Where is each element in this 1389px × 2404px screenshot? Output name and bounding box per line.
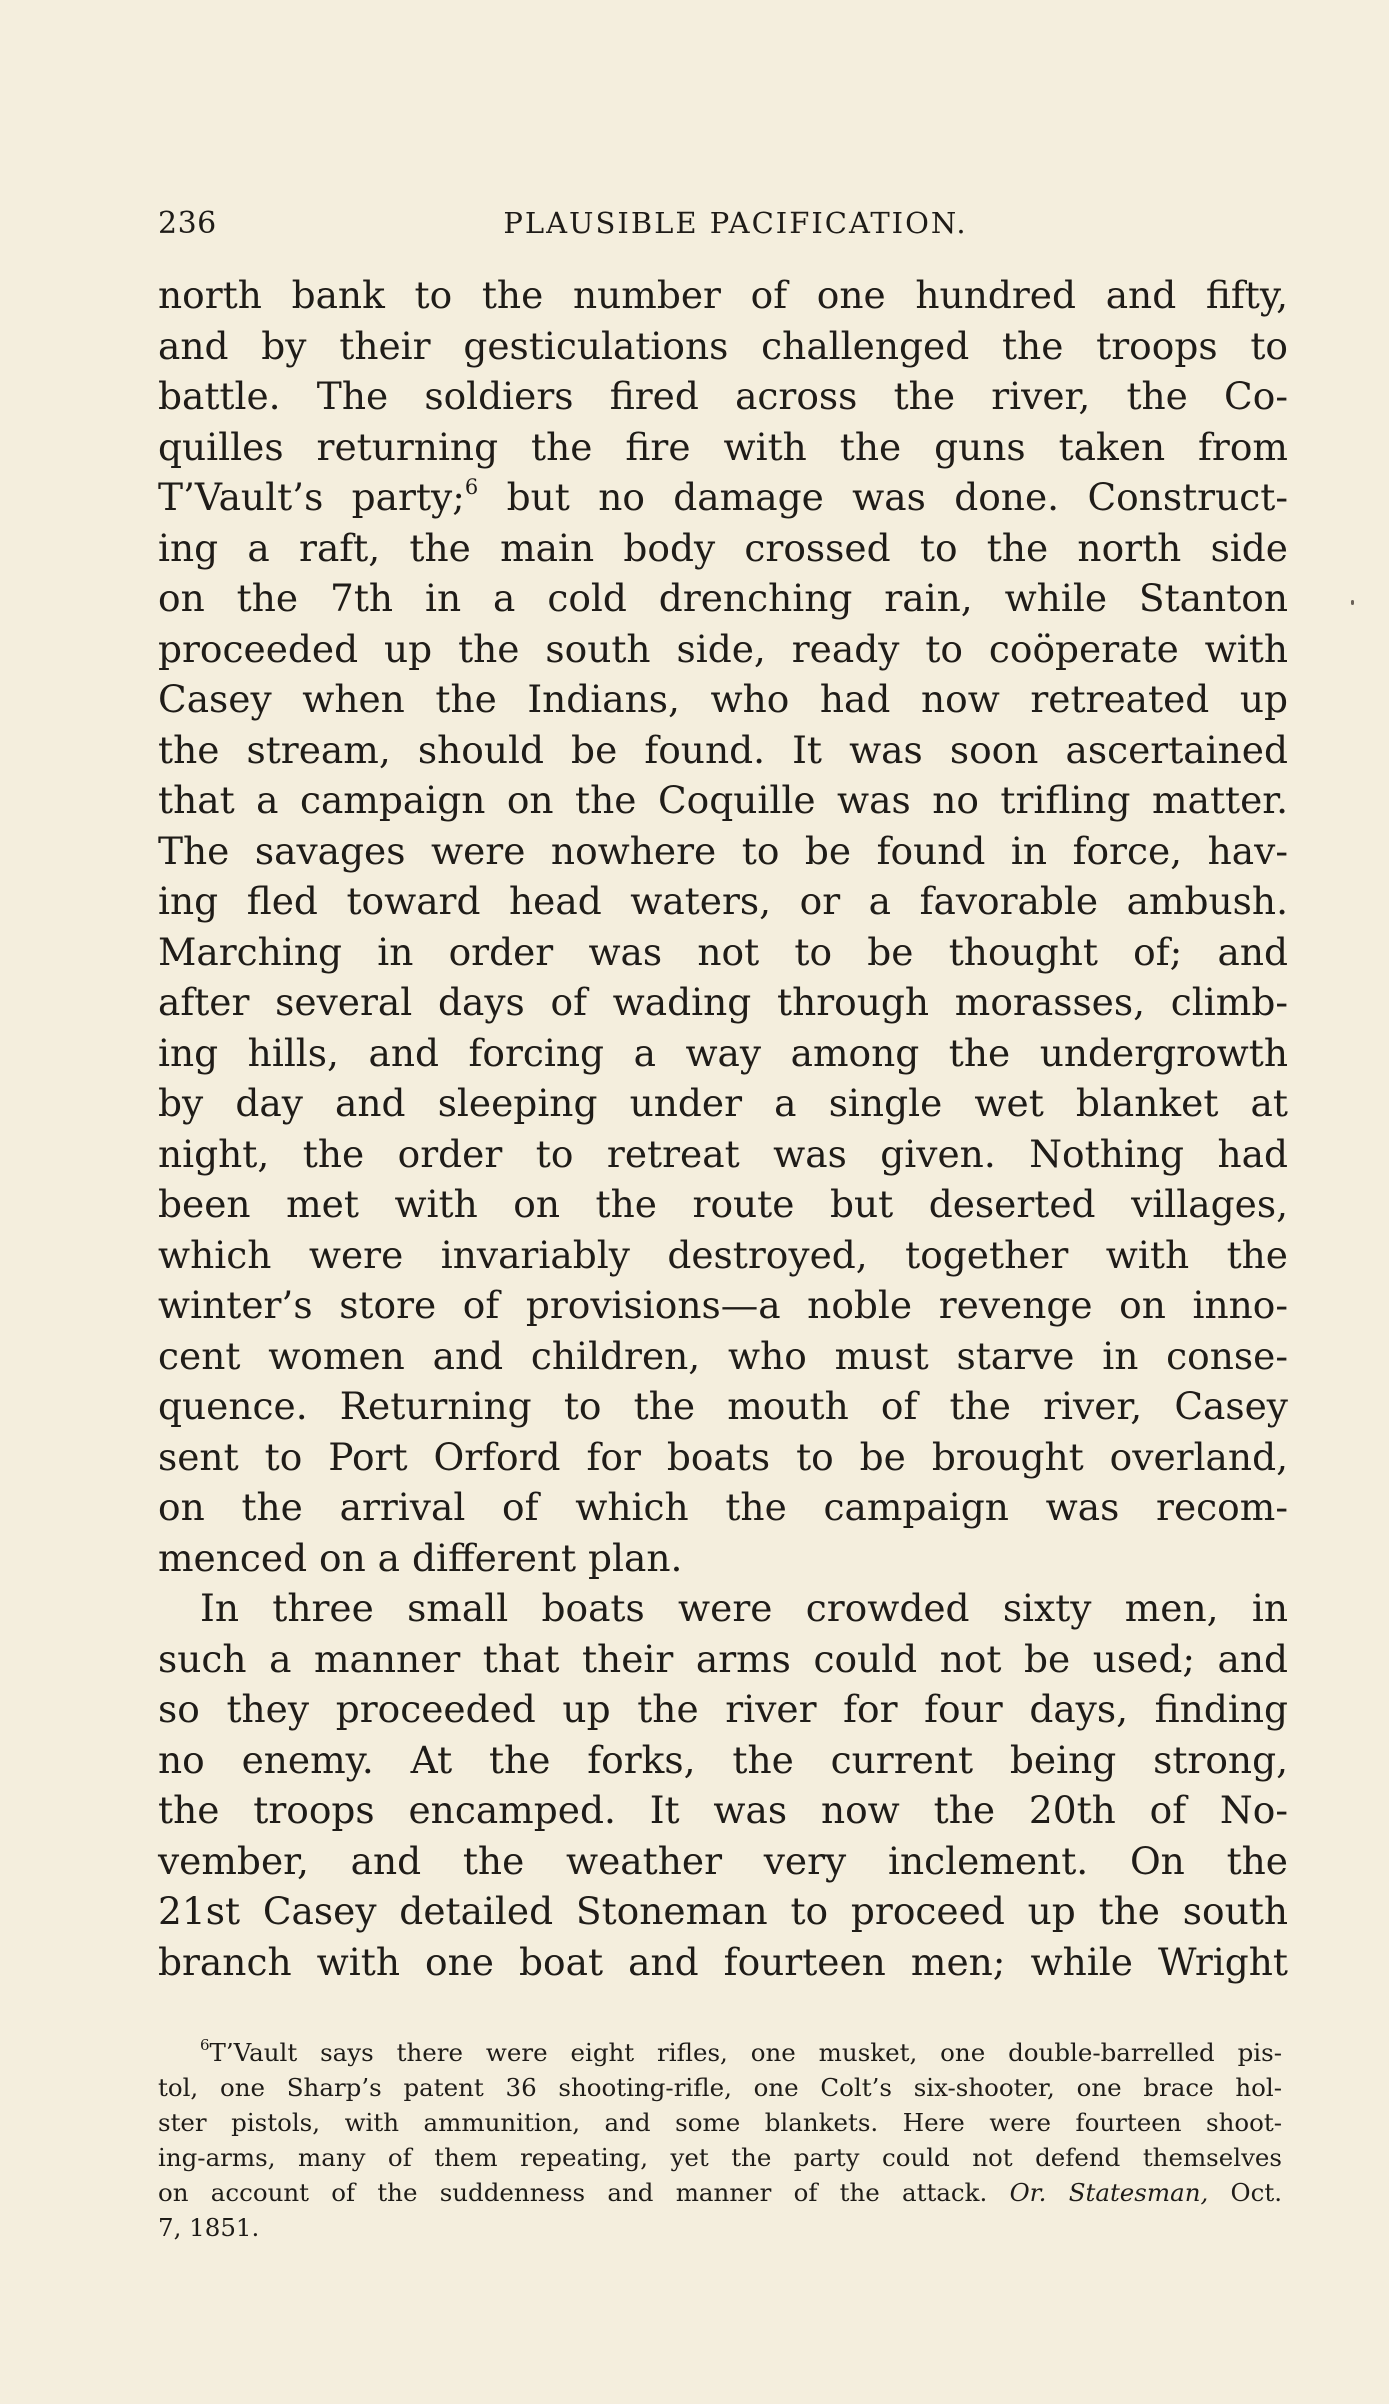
footnote-line: ing-arms, many of them repeating, yet the party could not defend themselves	[158, 2143, 1282, 2172]
text-line: menced on a different plan.	[158, 1535, 683, 1580]
text-line: branch with one boat and fourteen men; while Wright	[158, 1939, 1288, 1984]
body-text	[158, 270, 1288, 1987]
text-line: on the 7th in a cold drenching rain, while Stanton	[158, 576, 1288, 620]
text-line: quilles returning the fire with the guns taken from	[158, 424, 1288, 469]
text-line: quence. Returning to the mouth of the river, Casey	[158, 1384, 1288, 1428]
page-number: 236	[158, 206, 217, 241]
text-line: The savages were nowhere to be found in force, hav-	[158, 828, 1288, 873]
text-line: the troops encamped. It was now the 20th of No-	[158, 1788, 1288, 1832]
footnote-marker: 6	[200, 2036, 210, 2054]
text-line: so they proceeded up the river for four days, finding	[158, 1687, 1288, 1731]
text-line: the stream, should be found. It was soon ascertained	[158, 727, 1288, 772]
running-title: PLAUSIBLE PACIFICATION.	[503, 206, 968, 240]
footnote-line: 7, 1851.	[158, 2213, 260, 2242]
text-line: been met with on the route but deserted villages,	[158, 1182, 1288, 1226]
text-line: vember, and the weather very inclement. On the	[158, 1838, 1288, 1883]
text-line: no enemy. At the forks, the current being strong,	[158, 1737, 1288, 1782]
running-head	[158, 200, 1283, 244]
text-line: Casey when the Indians, who had now retreated up	[158, 677, 1288, 721]
text-line: In three small boats were crowded sixty men, in	[200, 1586, 1288, 1630]
text-line: 21st Casey detailed Stoneman to proceed up the south	[158, 1889, 1288, 1933]
footnote-line: ster pistols, with ammunition, and some blankets. Here were fourteen shoot-	[158, 2108, 1282, 2137]
text-line: Marching in order was not to be thought of; and	[158, 929, 1288, 974]
text-line: ing hills, and forcing a way among the undergrowth	[158, 1030, 1288, 1075]
citation-source: Or. Statesman,	[1009, 2178, 1209, 2207]
text-line: such a manner that their arms could not be used; and	[158, 1636, 1288, 1681]
text-line: battle. The soldiers fired across the river, the Co-	[158, 374, 1288, 418]
text-line	[158, 472, 1288, 523]
text-line: north bank to the number of one hundred and fifty,	[158, 273, 1288, 317]
text-line: cent women and children, who must starve in conse-	[158, 1333, 1288, 1378]
text-line: winter’s store of provisions—a noble revenge on inno-	[158, 1283, 1288, 1327]
text-line: proceeded up the south side, ready to coöperate with	[158, 626, 1288, 671]
footnote-line: tol, one Sharp’s patent 36 shooting-rifle, one Colt’s six-shooter, one brace hol-	[158, 2073, 1282, 2102]
text-line: by day and sleeping under a single wet blanket at	[158, 1081, 1288, 1125]
text-line: on the arrival of which the campaign was recom-	[158, 1485, 1288, 1529]
footnote	[158, 2035, 1282, 2245]
footnote-ref: 6	[464, 475, 479, 499]
footnote-line	[158, 2035, 1282, 2070]
text-line: and by their gesticulations challenged the troops to	[158, 323, 1288, 368]
text-fragment: T’Vault’s party;	[158, 475, 465, 519]
paper-speck	[1351, 600, 1354, 605]
text-line: after several days of wading through morasses, climb-	[158, 980, 1288, 1024]
text-line: which were invariably destroyed, together with the	[158, 1232, 1288, 1277]
text-line: sent to Port Orford for boats to be brought overland,	[158, 1434, 1288, 1479]
text-line: night, the order to retreat was given. Nothing had	[158, 1131, 1288, 1176]
text-fragment: but no damage was done. Construct-	[506, 475, 1288, 519]
footnote-line	[158, 2175, 1282, 2210]
text-fragment: T’Vault says there were eight rifles, one musket, one double-barrelled pis-	[209, 2038, 1282, 2067]
text-line: ing a raft, the main body crossed to the north side	[158, 525, 1288, 570]
citation-date: Oct.	[1230, 2178, 1282, 2207]
text-line: ing fled toward head waters, or a favorable ambush.	[158, 879, 1288, 923]
text-fragment: on account of the suddenness and manner of the attack.	[158, 2178, 988, 2207]
text-line: that a campaign on the Coquille was no trifling matter.	[158, 778, 1288, 822]
